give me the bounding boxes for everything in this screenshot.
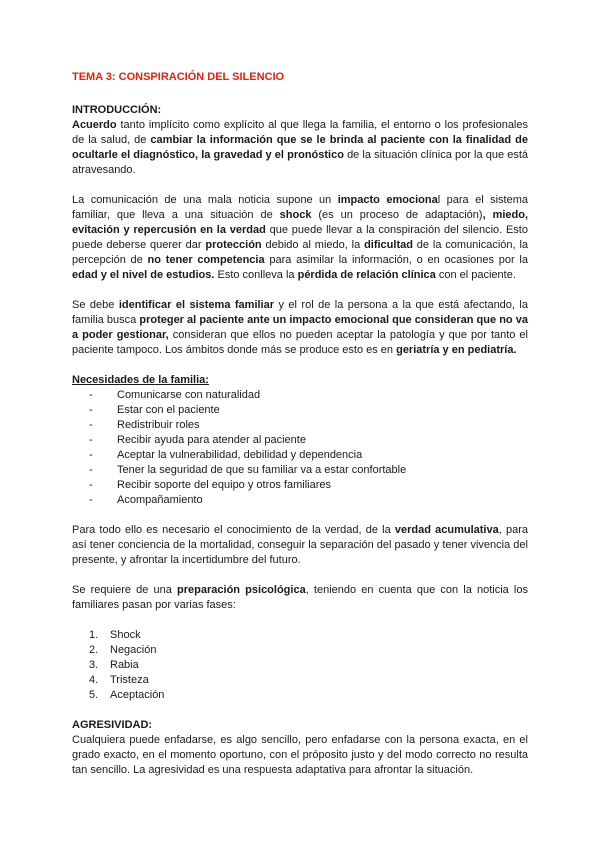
bold-text-run: Acuerdo [72, 119, 117, 131]
text-run: Se requiere de una [72, 584, 178, 596]
list-number: 5. [89, 689, 99, 701]
list-number: 4. [89, 674, 99, 686]
bold-text-run: pérdida de relación clínica [297, 269, 436, 281]
needs-list [72, 388, 528, 508]
phase-label: Aceptación [110, 689, 165, 701]
text-run: , teniendo en cuenta que con la noticia los familiares pasan por varias fases: [72, 584, 528, 611]
text-run: con el paciente. [435, 269, 516, 281]
text-run: Se debe [72, 299, 119, 311]
bold-text-run: no tener competencia [147, 254, 265, 266]
bold-text-run: proteger al paciente ante un impacto emocional que consideran que no va a poder gestionar, [72, 314, 528, 341]
list-item: - Acompañamiento [72, 493, 528, 508]
preparation-paragraph [72, 583, 528, 613]
list-item [72, 643, 528, 658]
list-item: - Tener la seguridad de que su familiar va a estar confortable [72, 463, 528, 478]
bold-text-run: verdad acumulativa [394, 524, 499, 536]
list-item [72, 658, 528, 673]
list-item [72, 628, 528, 643]
phase-label: Tristeza [110, 674, 149, 686]
bold-text-run: geriatría y en pediatría. [396, 344, 517, 356]
text-run: l para el sistema familiar, que lleva a una situación de [72, 194, 528, 221]
text-run: La comunicación de una mala noticia supone un [72, 194, 338, 206]
text-run: Para todo ello es necesario el conocimiento de la verdad, de la [72, 524, 395, 536]
list-item: - Estar con el paciente [72, 403, 528, 418]
text-run: tanto implícito como explícito al que llega la familia, el entorno o los profesionales de la salud, de [72, 119, 528, 146]
intro-paragraph-3 [72, 298, 528, 358]
text-run: , para así tener conciencia de la mortalidad, conseguir la separación del pasado y tener vivencia del presente, y afrontar la incertidumbre del futuro. [72, 524, 528, 566]
list-item: - Recibir ayuda para atender al paciente [72, 433, 528, 448]
truth-paragraph [72, 523, 528, 568]
bold-text-run: preparación psicológica [177, 584, 306, 596]
text-run: Cualquiera puede enfadarse, es algo sencillo, pero enfadarse con la persona exacta, en el grado exacto, en el momento oportuno, con el próposito justo y del modo correcto no resulta tan sencillo. La agresividad es una respuesta adaptativa para afrontar la situación. [72, 734, 528, 776]
aggression-heading: AGRESIVIDAD: [72, 719, 153, 731]
bold-text-run: cambiar la información que se le brinda al paciente con la finalidad de ocultarle el diagnóstico, la gravedad y el pronóstico [72, 134, 528, 161]
list-item [72, 673, 528, 688]
text-run: Esto conlleva la [214, 269, 298, 281]
page-title: TEMA 3: CONSPIRACIÓN DEL SILENCIO [72, 71, 285, 83]
intro-paragraph-1 [72, 118, 528, 178]
text-run: consideran que ellos no pueden aceptar la patología y que por tanto el paciente tampoco. Los ámbitos donde más se produce esto es en [72, 329, 528, 356]
list-item [72, 688, 528, 703]
bold-text-run: dificultad [364, 239, 413, 251]
bold-text-run: impacto emociona [337, 194, 438, 206]
text-run: de la situación clínica por la que está atravesando. [72, 149, 528, 176]
phases-list [72, 628, 528, 703]
bold-text-run: protección [205, 239, 262, 251]
text-run: (es un proceso de adaptación) [311, 209, 483, 221]
phase-label: Rabia [110, 659, 139, 671]
text-run: y el rol de la persona a la que está afectando, la familia busca [72, 299, 528, 326]
list-item: - Comunicarse con naturalidad [72, 388, 528, 403]
bold-text-run: edad y el nivel de estudios. [72, 269, 215, 281]
text-run: debido al miedo, la [261, 239, 365, 251]
bold-text-run: identificar el sistema familiar [118, 299, 275, 311]
bold-text-run: shock [279, 209, 312, 221]
list-number: 3. [89, 659, 99, 671]
list-number: 2. [89, 644, 99, 656]
aggression-paragraph [72, 733, 528, 778]
list-item: - Aceptar la vulnerabilidad, debilidad y dependencia [72, 448, 528, 463]
text-run: que puede llevar a la conspiración del silencio. Esto puede deberse querer dar [72, 224, 528, 251]
list-item: - Redistribuir roles [72, 418, 528, 433]
text-run: para asimilar la información, o en ocasiones por la [264, 254, 528, 266]
list-item: - Recibir soporte del equipo y otros familiares [72, 478, 528, 493]
phase-label: Negación [110, 644, 157, 656]
list-number: 1. [89, 629, 99, 641]
phase-label: Shock [110, 629, 141, 641]
bold-text-run: , miedo, evitación y repercusión en la verdad [72, 209, 529, 236]
text-run: de la comunicación, la percepción de [72, 239, 529, 266]
needs-heading: Necesidades de la familia: [72, 374, 209, 386]
intro-heading: INTRODUCCIÓN: [72, 104, 162, 116]
intro-paragraph-2 [72, 193, 528, 283]
